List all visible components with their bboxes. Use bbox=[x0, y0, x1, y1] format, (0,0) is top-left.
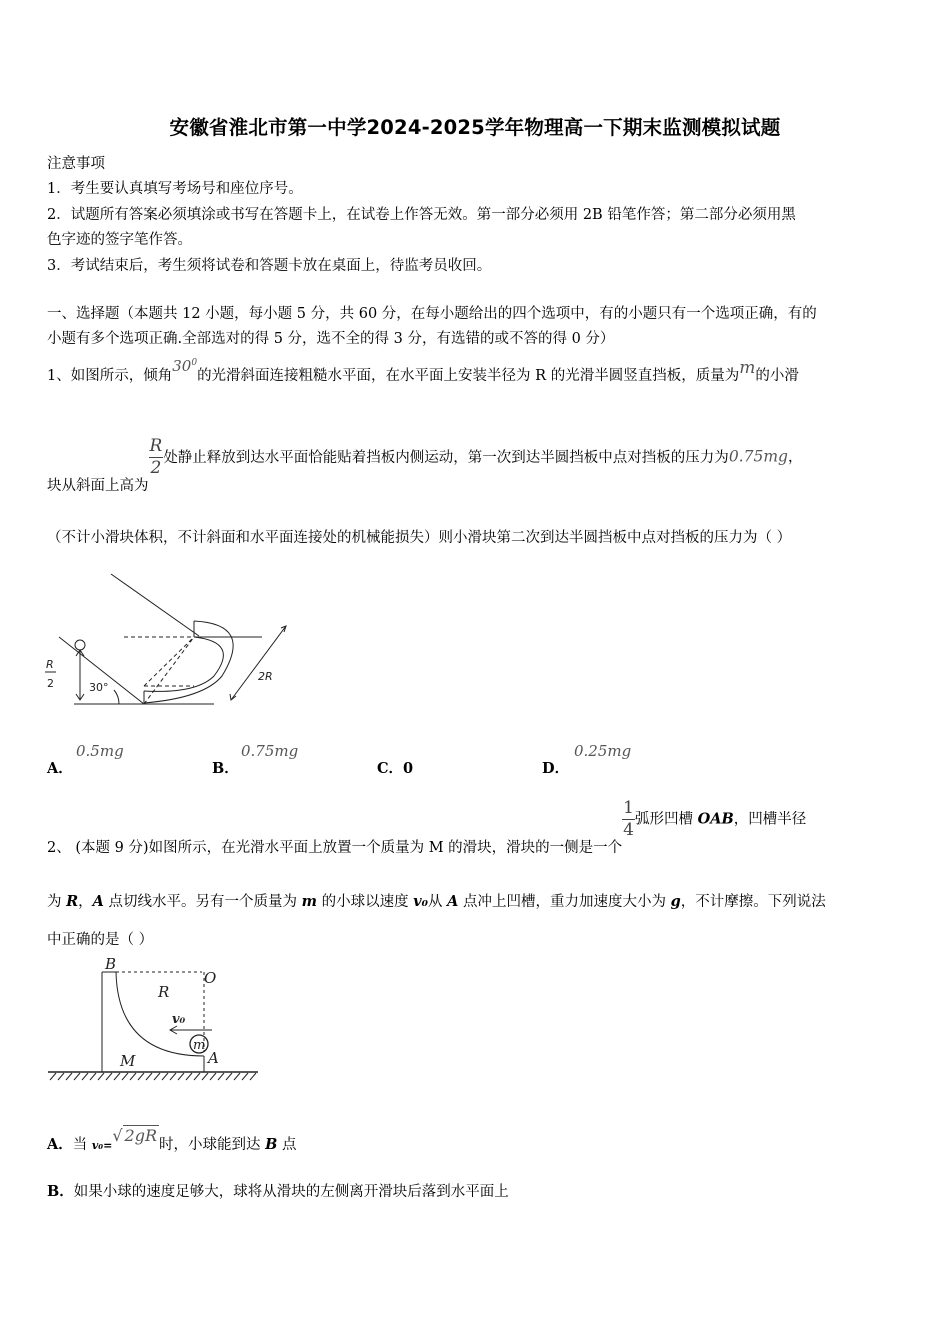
q1-line2 bbox=[47, 436, 803, 494]
q1-angle-degree: 0 bbox=[191, 358, 198, 368]
q2-line2-d: 的小球以速度 bbox=[317, 894, 414, 910]
q2-a: A bbox=[92, 893, 104, 910]
q1-option-b-letter[interactable]: B． bbox=[212, 760, 239, 777]
q2-fig-label-m: m bbox=[193, 1038, 206, 1053]
q2-line2-f: 点冲上凹槽，重力加速度大小为 bbox=[458, 894, 671, 910]
q2-text-part3: ，凹槽半径 bbox=[733, 811, 807, 828]
notes-item-1: 1．考生要认真填写考场号和座位序号。 bbox=[47, 181, 303, 197]
q2-option-b-letter: B． bbox=[47, 1183, 74, 1200]
q2-r: R bbox=[66, 893, 79, 910]
q2-fig-label-r: R bbox=[158, 983, 170, 1001]
q2-text-part1: 2、 (本题 9 分)如图所示，在光滑水平面上放置一个质量为 M 的滑块，滑块的一侧是一个 bbox=[47, 839, 623, 856]
q2-option-a-sqrt: √ 2gR bbox=[112, 1126, 157, 1145]
q1-angle-arc bbox=[114, 690, 119, 704]
q1-semicircle-outer bbox=[144, 621, 233, 703]
q2-fig-label-o: O bbox=[204, 969, 217, 987]
notes-item-2-cont: 色字迹的签字笔作答。 bbox=[47, 232, 192, 248]
q2-option-a-letter: A． bbox=[47, 1136, 73, 1153]
q2-line2-g: ，不计摩擦。下列说法 bbox=[680, 894, 826, 910]
q1-text-part4: 块从斜面上高为 bbox=[47, 477, 149, 494]
q1-text-part5: 处静止释放到达水平面恰能贴着挡板内侧运动，第一次到达半圆挡板中点对挡板的压力为 bbox=[163, 449, 729, 466]
q2-option-a-text3: 点 bbox=[277, 1137, 297, 1153]
q2-line1 bbox=[47, 798, 807, 856]
q2-fig-label-a: A bbox=[208, 1049, 219, 1067]
q2-line2-c: 点切线水平。另有一个质量为 bbox=[103, 894, 302, 910]
q2-frac-num: 1 bbox=[623, 798, 634, 818]
q1-angle bbox=[172, 357, 197, 375]
q2-ground-hatching bbox=[50, 1073, 256, 1080]
q2-line2-a: 为 bbox=[47, 894, 67, 910]
q1-point-o-circle bbox=[75, 640, 85, 650]
q1-height-num: R bbox=[149, 436, 163, 456]
q1-text-part3: 的小滑 bbox=[755, 368, 799, 384]
q2-line3: 中正确的是（ ） bbox=[47, 932, 154, 948]
q2-text-part2: 弧形凹槽 bbox=[634, 811, 698, 828]
q1-diagonal-dashed-2 bbox=[144, 637, 194, 686]
q1-line1 bbox=[47, 357, 799, 385]
q1-force: 0.75mg bbox=[728, 447, 788, 466]
q2-option-a-sqrt-value: 2gR bbox=[124, 1126, 157, 1145]
q1-option-b-value[interactable]: 0.75mg bbox=[241, 742, 299, 760]
q1-text-part6: ， bbox=[787, 449, 803, 466]
q2-frac-den: 4 bbox=[623, 820, 634, 840]
section-heading-line2: 小题有多个选项正确.全部选对的得 5 分，选不全的得 3 分，有选错的或不答的得 0 分） bbox=[47, 331, 615, 347]
q2-line2-b: ， bbox=[78, 894, 93, 910]
q1-line3: （不计小滑块体积，不计斜面和水平面连接处的机械能损失）则小滑块第二次到达半圆挡板中点对挡板的压力为（ ） bbox=[47, 530, 792, 546]
q2-fig-label-v0: v₀ bbox=[172, 1012, 186, 1027]
q1-option-c[interactable] bbox=[377, 757, 413, 778]
q1-fig-label-r: R bbox=[46, 658, 54, 671]
q1-option-a-value[interactable]: 0.5mg bbox=[76, 742, 124, 760]
q2-m: m bbox=[301, 893, 317, 910]
q2-option-b[interactable] bbox=[47, 1180, 509, 1201]
q2-option-a-text2: 时，小球能到达 bbox=[158, 1137, 266, 1153]
q2-option-a-text1: 当 bbox=[72, 1137, 92, 1153]
q1-fig-label-angle: 30° bbox=[89, 681, 109, 694]
q1-height-den: 2 bbox=[150, 458, 162, 478]
q2-oab: OAB bbox=[697, 810, 734, 828]
q1-option-d-letter[interactable]: D． bbox=[542, 760, 570, 777]
q1-angle-value: 30 bbox=[172, 357, 192, 375]
q1-text-part2: 的光滑斜面连接粗糙水平面，在水平面上安装半径为 R 的光滑半圆竖直挡板，质量为 bbox=[197, 368, 740, 384]
q1-fig-label-2r: 2R bbox=[258, 670, 273, 683]
q1-fig-label-two: 2 bbox=[47, 677, 54, 690]
notes-item-3: 3．考试结束后，考生须将试卷和答题卡放在桌面上，待监考员收回。 bbox=[47, 258, 492, 274]
notes-item-2: 2．试题所有答案必须填涂或书写在答题卡上，在试卷上作答无效。第一部分必须用 2B 铅笔作答；第二部分必须用黑 bbox=[47, 207, 796, 223]
q1-diagonal-dashed bbox=[144, 637, 194, 704]
q1-option-d-value[interactable]: 0.25mg bbox=[574, 742, 632, 760]
section-heading-line1: 一、选择题（本题共 12 小题，每小题 5 分，共 60 分，在每小题给出的四个选项中，有的小题只有一个选项正确，有的 bbox=[47, 306, 817, 322]
q2-line2 bbox=[47, 890, 826, 911]
q2-fig-label-b: B bbox=[105, 956, 117, 973]
q1-incline-figure bbox=[44, 566, 294, 716]
q2-option-a-b: B bbox=[265, 1136, 278, 1153]
q1-text-part1: 1、如图所示，倾角 bbox=[47, 368, 173, 384]
q1-semicircle-inner bbox=[144, 637, 223, 691]
q1-option-a-letter[interactable]: A． bbox=[47, 760, 73, 777]
q2-option-b-text: 如果小球的速度足够大，球将从滑块的左侧离开滑块后落到水平面上 bbox=[73, 1184, 509, 1200]
q2-option-a[interactable] bbox=[47, 1126, 297, 1154]
q2-fig-label-big-m: M bbox=[120, 1052, 136, 1070]
q1-option-c-letter: C． bbox=[377, 760, 404, 777]
q2-line2-e: 从 bbox=[428, 894, 448, 910]
q2-v0: v₀ bbox=[413, 893, 428, 910]
q1-mass: m bbox=[739, 358, 756, 378]
q1-height-fraction bbox=[149, 438, 164, 477]
q1-option-c-value: 0 bbox=[403, 760, 414, 777]
notes-heading: 注意事项 bbox=[47, 156, 105, 172]
q2-g: g bbox=[670, 893, 681, 910]
q2-quarter-fraction bbox=[622, 800, 635, 839]
q2-slider-figure bbox=[44, 956, 264, 1086]
page-title: 安徽省淮北市第一中学2024-2025学年物理高一下期末监测模拟试题 bbox=[169, 116, 781, 139]
q2-a2: A bbox=[447, 893, 459, 910]
q1-upper-incline-line bbox=[111, 574, 199, 636]
q2-option-a-v0: v₀= bbox=[91, 1139, 113, 1152]
